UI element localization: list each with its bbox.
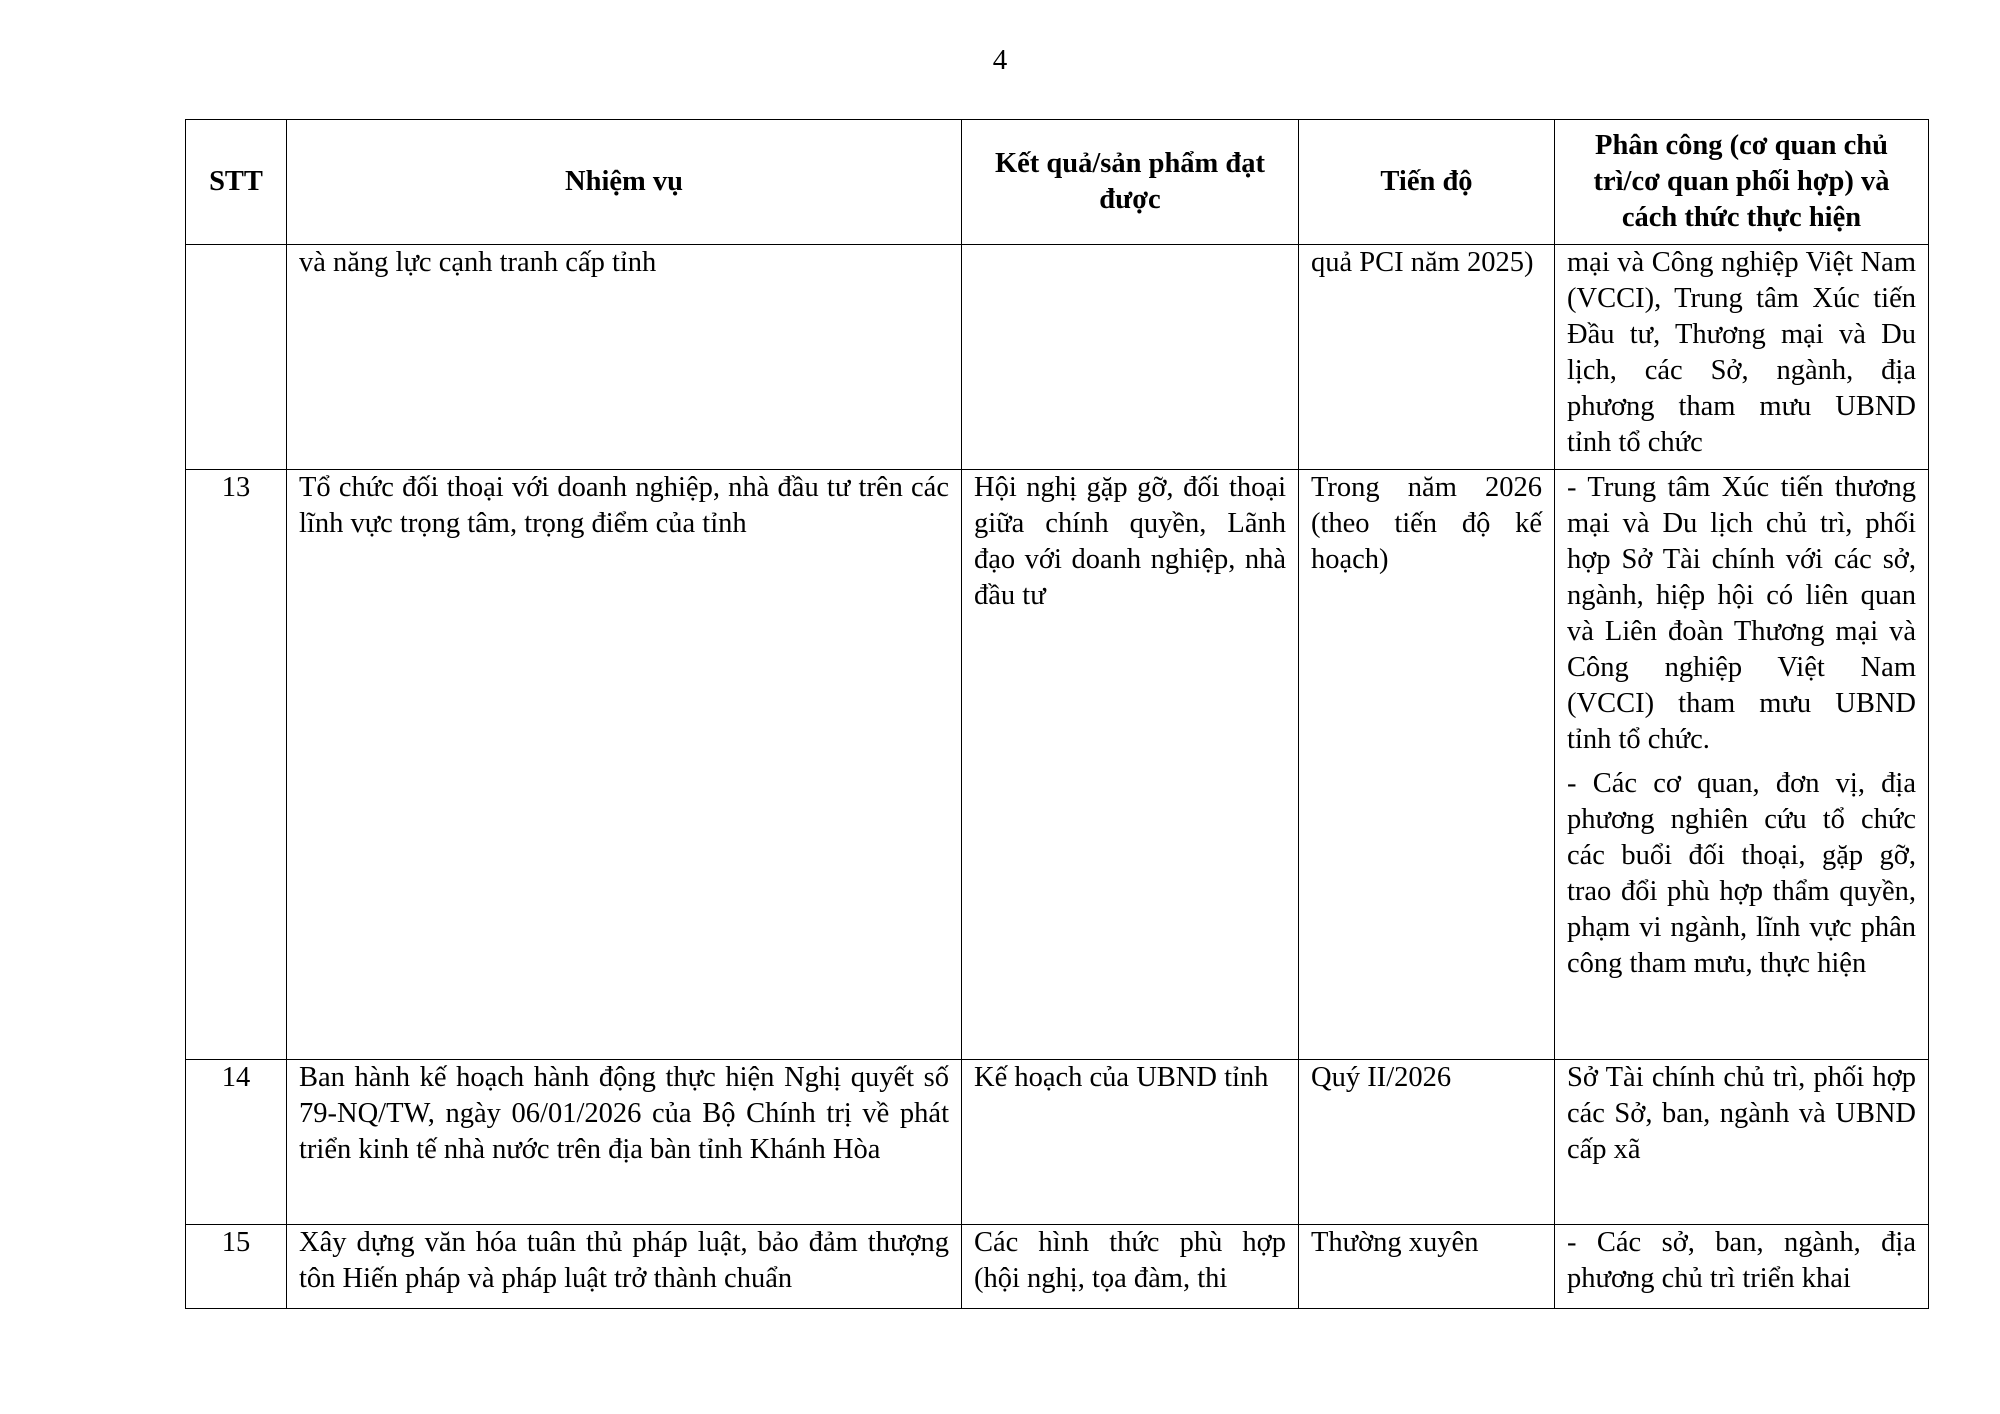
row-result — [962, 1225, 1299, 1309]
row-progress-text: quả PCI năm 2025) — [1311, 247, 1534, 278]
header-task: Nhiệm vụ — [287, 120, 962, 245]
row-task: Tổ chức đối thoại với doanh nghiệp, nhà đầu tư trên các lĩnh vực trọng tâm, trọng điểm của tỉnh — [287, 470, 962, 1060]
row-result — [962, 470, 1299, 1060]
assign-paragraph: - Các sở, ban, ngành, địa phương chủ trì triển khai — [1567, 1227, 1916, 1294]
row-stt: 15 — [186, 1225, 287, 1309]
row-assign — [1555, 1225, 1929, 1309]
row-progress — [1299, 470, 1555, 1060]
row-stt: 14 — [186, 1060, 287, 1225]
table-row — [186, 1060, 1929, 1225]
header-result: Kết quả/sản phẩm đạt được — [962, 120, 1299, 245]
row-progress-text: Thường xuyên — [1311, 1227, 1479, 1258]
table-row — [186, 245, 1929, 470]
row-progress-text: Trong năm 2026 (theo tiến độ kế hoạch) — [1311, 472, 1542, 575]
row-result — [962, 1060, 1299, 1225]
row-task: Ban hành kế hoạch hành động thực hiện Nghị quyết số 79-NQ/TW, ngày 06/01/2026 của Bộ Chính trị về phát triển kinh tế nhà nước trên địa bàn tỉnh Khánh Hòa — [287, 1060, 962, 1225]
row-assign — [1555, 245, 1929, 470]
row-result-text: Các hình thức phù hợp (hội nghị, tọa đàm, thi — [974, 1227, 1286, 1294]
row-assign — [1555, 1060, 1929, 1225]
header-progress: Tiến độ — [1299, 120, 1555, 245]
assign-paragraph: Sở Tài chính chủ trì, phối hợp các Sở, ban, ngành và UBND cấp xã — [1567, 1062, 1916, 1165]
row-stt — [186, 245, 287, 470]
page-number: 4 — [992, 44, 1008, 76]
row-progress — [1299, 1225, 1555, 1309]
row-task-text: Xây dựng văn hóa tuân thủ pháp luật, bảo đảm thượng tôn Hiến pháp và pháp luật trở thành chuẩn — [299, 1227, 949, 1294]
assign-paragraph: mại và Công nghiệp Việt Nam (VCCI), Trung tâm Xúc tiến Đầu tư, Thương mại và Du lịch, các Sở, ngành, địa phương tham mưu UBND tỉnh tổ chức — [1567, 247, 1916, 458]
assign-paragraph: - Trung tâm Xúc tiến thương mại và Du lịch chủ trì, phối hợp Sở Tài chính với các sở, ngành, hiệp hội có liên quan và Liên đoàn Thương mại và Công nghiệp Việt Nam (VCCI) tham mưu UBND tỉnh tổ chức. — [1567, 472, 1916, 755]
task-table — [185, 119, 1929, 1309]
row-progress — [1299, 245, 1555, 470]
table-header-row — [186, 120, 1929, 245]
header-assign: Phân công (cơ quan chủ trì/cơ quan phối hợp) và cách thức thực hiện — [1555, 120, 1929, 245]
table-row — [186, 470, 1929, 1060]
row-result-text: Kế hoạch của UBND tỉnh — [974, 1062, 1269, 1093]
header-stt: STT — [186, 120, 287, 245]
row-progress — [1299, 1060, 1555, 1225]
row-result-text: Hội nghị gặp gỡ, đối thoại giữa chính quyền, Lãnh đạo với doanh nghiệp, nhà đầu tư — [974, 472, 1286, 611]
row-stt: 13 — [186, 470, 287, 1060]
table-row — [186, 1225, 1929, 1309]
row-task — [287, 1225, 962, 1309]
row-task: và năng lực cạnh tranh cấp tỉnh — [287, 245, 962, 470]
row-assign — [1555, 470, 1929, 1060]
row-progress-text: Quý II/2026 — [1311, 1062, 1452, 1093]
assign-paragraph: - Các cơ quan, đơn vị, địa phương nghiên cứu tổ chức các buổi đối thoại, gặp gỡ, trao đổi phù hợp thẩm quyền, phạm vi ngành, lĩnh vực phân công tham mưu, thực hiện — [1567, 768, 1916, 979]
row-result — [962, 245, 1299, 470]
